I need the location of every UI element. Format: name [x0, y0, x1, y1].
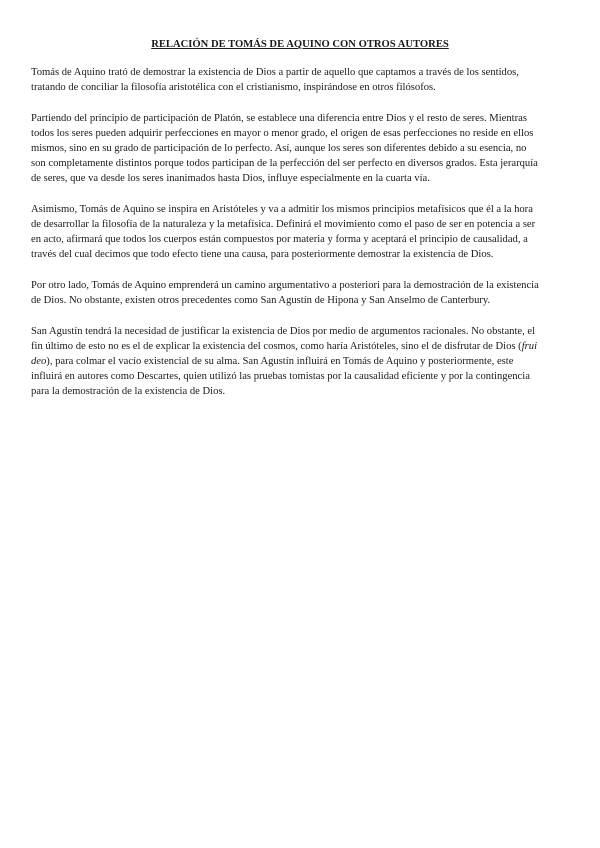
paragraph-san-agustin — [31, 324, 542, 399]
document-title: RELACIÓN DE TOMÁS DE AQUINO CON OTROS AUTORES — [151, 39, 449, 50]
italic-term: frui deo — [31, 341, 538, 367]
paragraph-intro: Tomás de Aquino trató de demostrar la existencia de Dios a partir de aquello que captamos a través de los sentidos, tratando de conciliar la filosofía aristotélica con el cristianismo, inspirándose en otros filósofos. — [31, 67, 519, 93]
paragraph-text-after-italic: ), para colmar el vacío existencial de su alma. San Agustín influirá en Tomás de Aquino y posteriormente, este influirá en autores como Descartes, quien utilizó las pruebas tomistas por la causalidad eficiente y por la contingencia para la demostración de la existencia de Dios. — [31, 356, 530, 397]
paragraph-aristoteles: Asimismo, Tomás de Aquino se inspira en Aristóteles y va a admitir los mismos principios metafísicos que él a la hora de desarrollar la filosofía de la naturaleza y la metafísica. Definirá el movimiento como el paso de ser en potencia a ser en acto, afirmará que todos los cuerpos están compuestos por materia y forma y aceptará el principio de causalidad, a través del cual decimos que todo efecto tiene una causa, para posteriormente demostrar la existencia de Dios. — [31, 204, 536, 260]
paragraph-text-before-italic: San Agustín tendrá la necesidad de justificar la existencia de Dios por medio de argumentos racionales. No obstante, el fin último de esto no es el de explicar la existencia del cosmos, como haría Aristóteles, sino el de disfrutar de Dios ( — [31, 326, 536, 352]
paragraph-a-posteriori: Por otro lado, Tomás de Aquino emprenderá un camino argumentativo a posteriori para la demostración de la existencia de Dios. No obstante, existen otros precedentes como San Agustín de Hipona y San Anselmo de Canterbury. — [31, 280, 539, 306]
paragraph-platon: Partiendo del principio de participación de Platón, se establece una diferencia entre Dios y el resto de seres. Mientras todos los seres pueden adquirir perfecciones en mayor o menor grado, el origen de esas perfecciones no reside en ellos mismos, sino en su grado de participación de lo perfecto. Así, aunque los seres son diferentes debido a su esencia, no son completamente distintos porque todos participan de la perfección del ser perfecto en diversos grados. Esta jerarquía de seres, que va desde los seres inanimados hasta Dios, influye especialmente en la cuarta vía. — [31, 113, 538, 184]
